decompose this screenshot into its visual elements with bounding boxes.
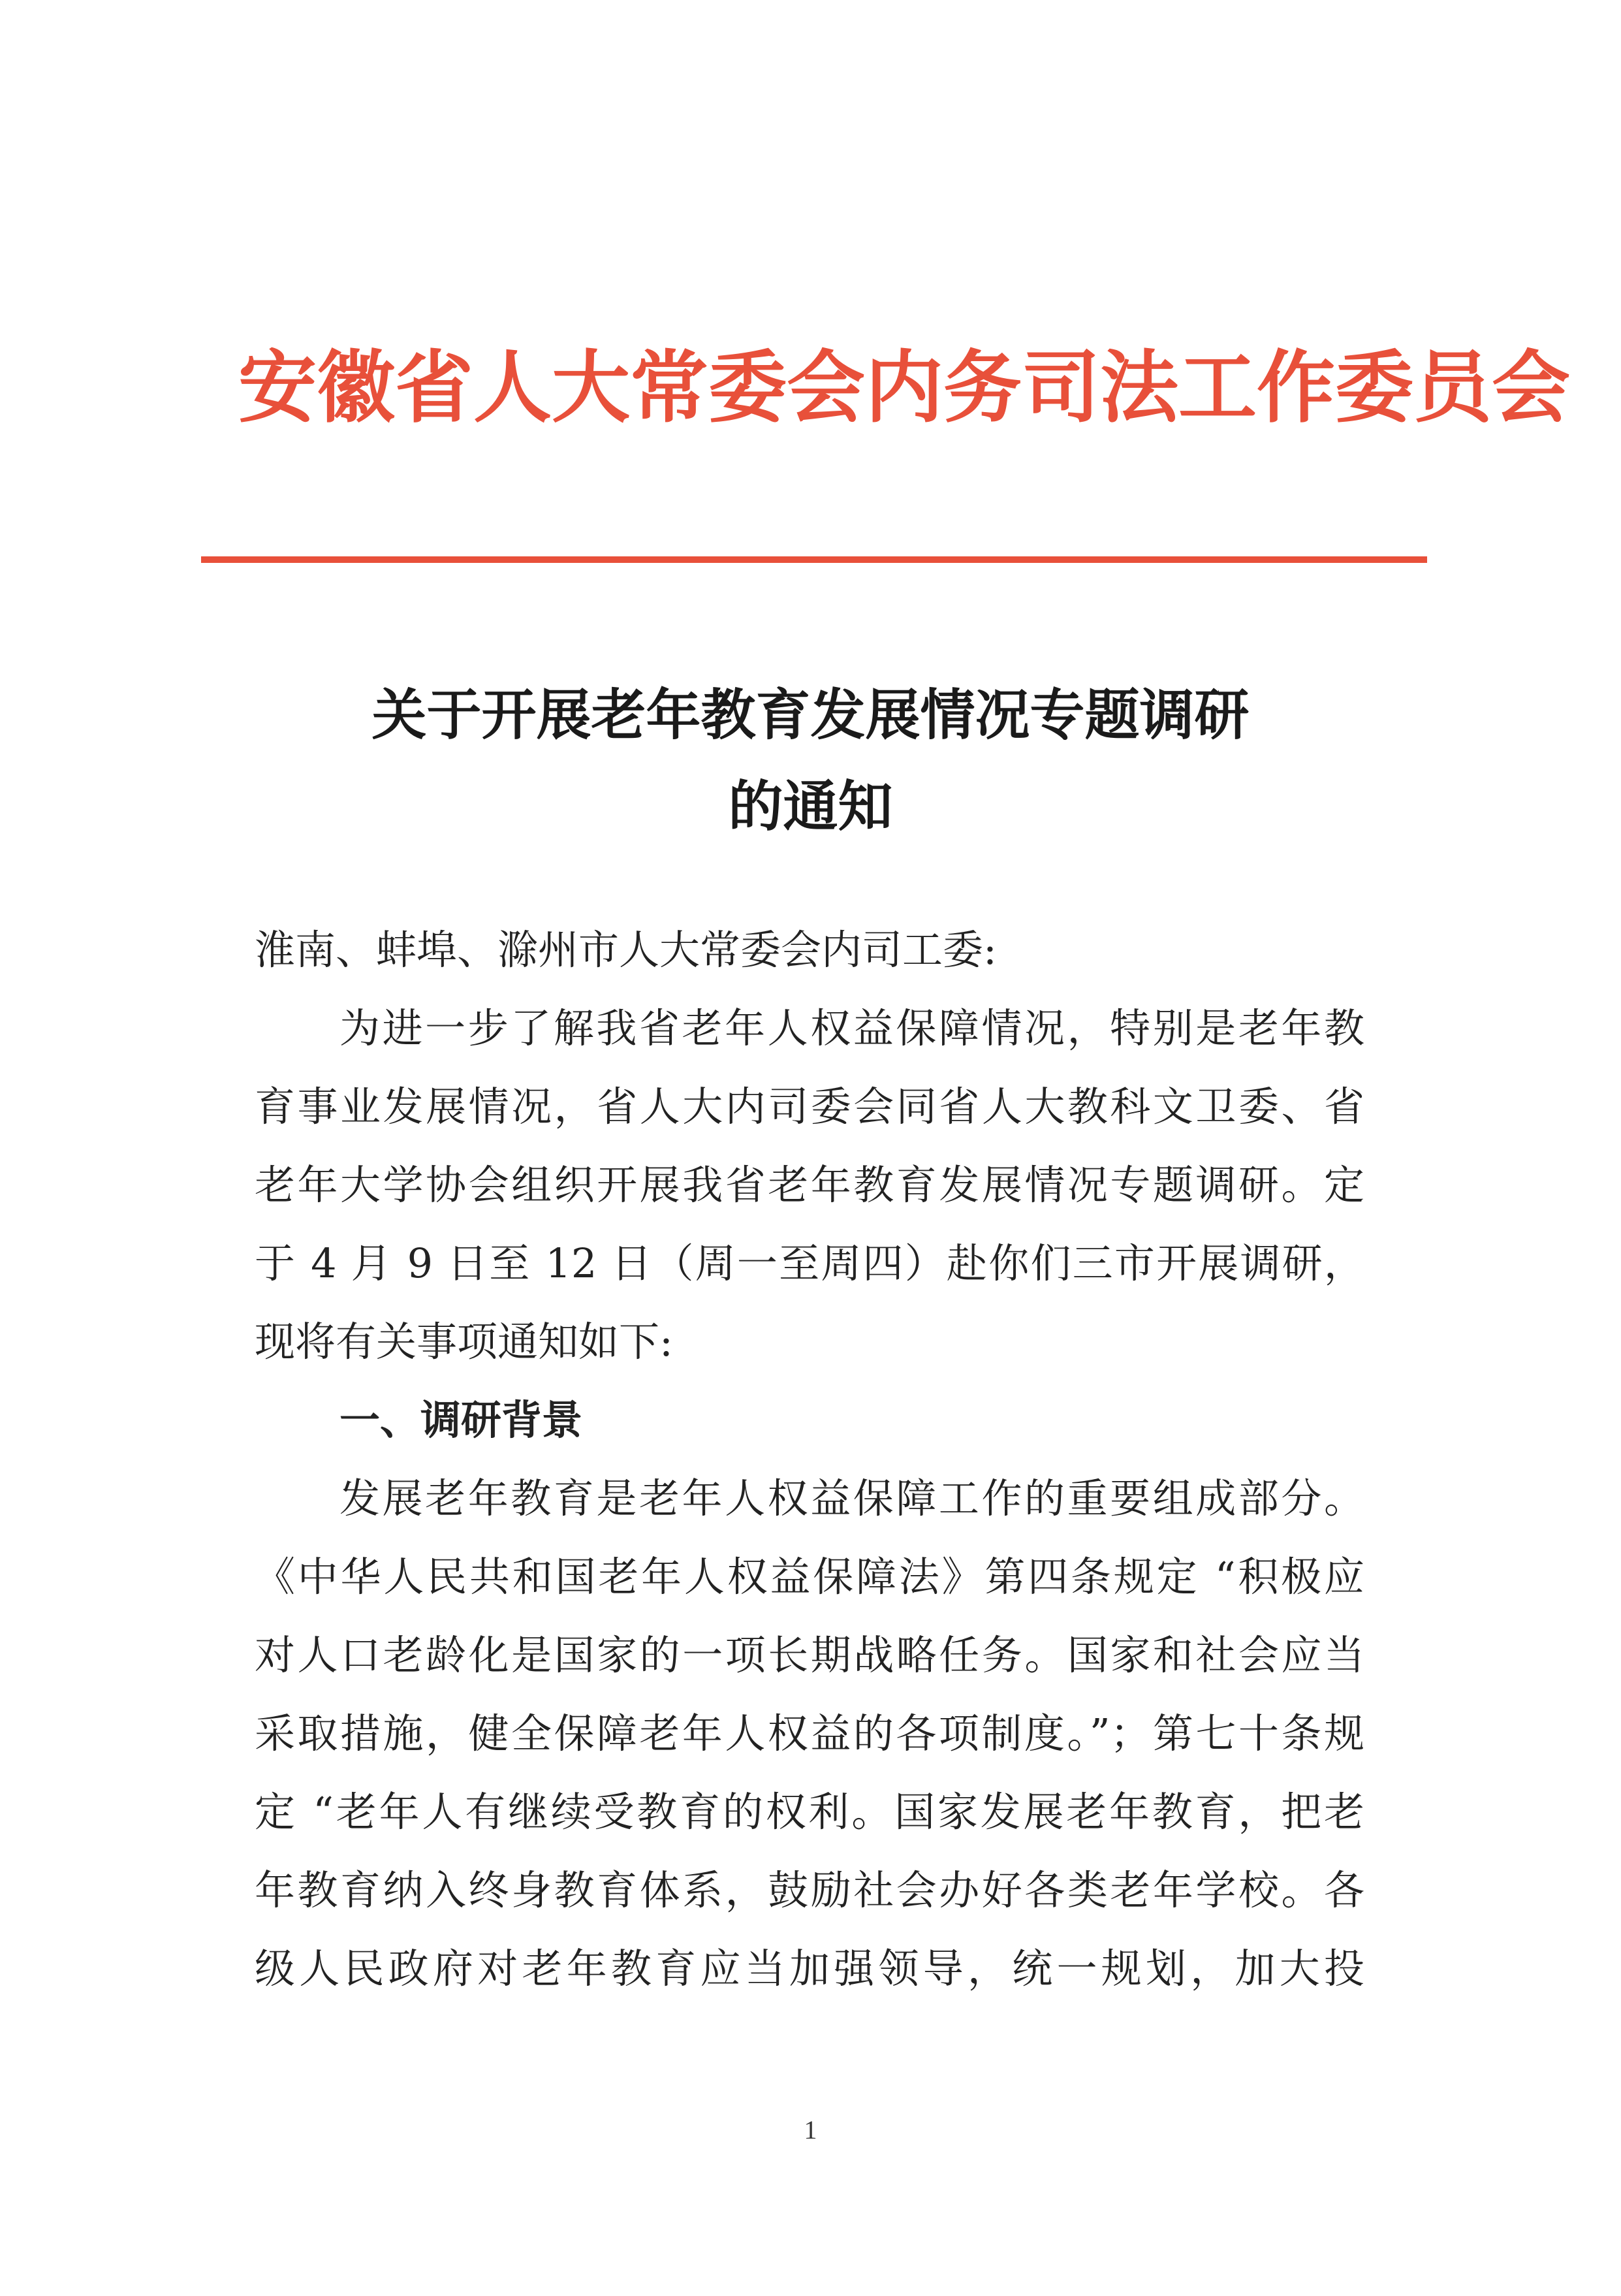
document-title-line-1: 关于开展老年教育发展情况专题调研 — [371, 682, 1250, 747]
paragraph-2-line: 年教育纳入终身教育体系，鼓励社会办好各类老年学校。各 — [255, 1866, 1364, 1914]
letterhead-rule — [201, 556, 1427, 563]
document-title-line-2: 的通知 — [728, 774, 893, 838]
paragraph-1-line: 现将有关事项通知如下: — [255, 1318, 673, 1365]
section-1-heading: 一、调研背景 — [339, 1396, 583, 1444]
paragraph-2-line: 发展老年教育是老年人权益保障工作的重要组成部分。 — [339, 1475, 1364, 1522]
paragraph-1-line: 为进一步了解我省老年人权益保障情况，特别是老年教 — [339, 1004, 1364, 1052]
paragraph-1-line: 于 4 月 9 日至 12 日（周一至周四）赴你们三市开展调研， — [255, 1239, 1364, 1287]
page-number: 1 — [804, 2115, 817, 2145]
paragraph-2-line: 定 “老年人有继续受教育的权利。国家发展老年教育，把老 — [255, 1788, 1364, 1836]
paragraph-2-line: 《中华人民共和国老年人权益保障法》第四条规定 “积极应 — [255, 1553, 1364, 1601]
letterhead-organization: 安徽省人大常委会内务司法工作委员会 — [238, 343, 1570, 434]
paragraph-2-line: 采取措施，健全保障老年人权益的各项制度。”；第七十条规 — [255, 1710, 1364, 1757]
paragraph-2-line: 对人口老龄化是国家的一项长期战略任务。国家和社会应当 — [255, 1631, 1364, 1679]
paragraph-2-line: 级人民政府对老年教育应当加强领导，统一规划，加大投 — [255, 1945, 1364, 1992]
paragraph-1-line: 老年大学协会组织开展我省老年教育发展情况专题调研。定 — [255, 1161, 1364, 1209]
paragraph-1-line: 育事业发展情况，省人大内司委会同省人大教科文卫委、省 — [255, 1083, 1364, 1130]
addressee: 淮南、蚌埠、滁州市人大常委会内司工委: — [255, 926, 997, 974]
